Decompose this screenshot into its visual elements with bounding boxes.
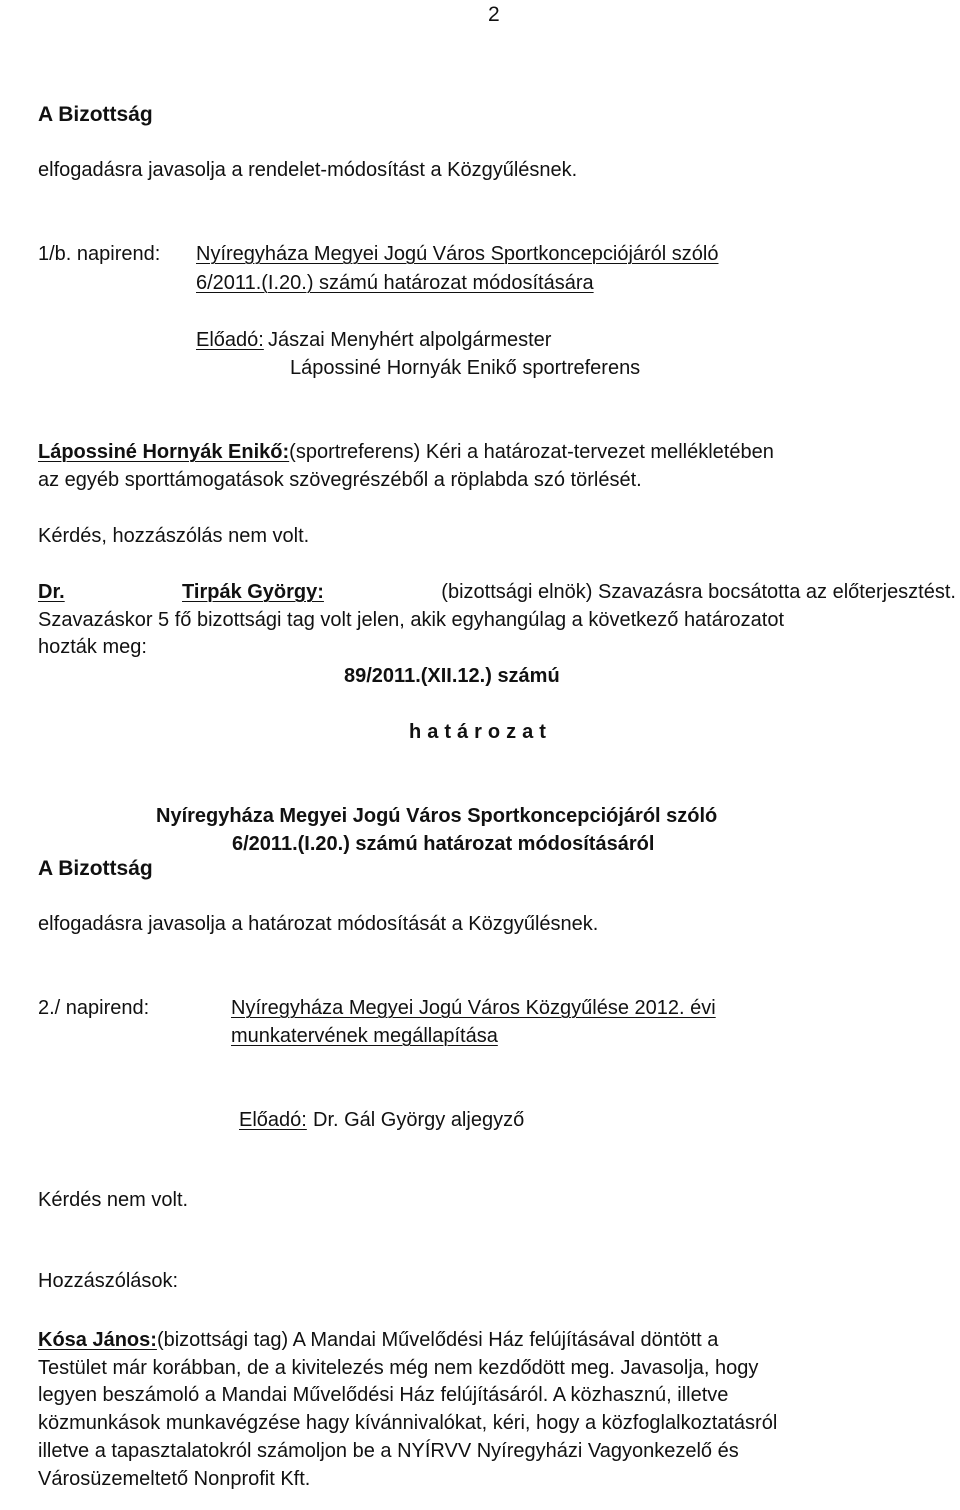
chair-name: Tirpák György: [182,581,324,603]
speaker2-line1 [38,1330,956,1350]
speaker2-name: Kósa János: [38,1329,157,1351]
chair-text1: (bizottsági elnök) Szavazásra bocsátotta az előterjesztést. [441,581,956,603]
speaker1-line2: az egyéb sporttámogatások szövegrészéből a röplabda szó törlését. [38,469,642,491]
speaker1-name: Lápossiné Hornyák Enikő: [38,441,290,463]
no-questions-1: Kérdés, hozzászólás nem volt. [38,525,310,547]
no-questions-2: Kérdés nem volt. [38,1189,189,1211]
chair-line2: Szavazáskor 5 fő bizottsági tag volt jelen, akik egyhangúlag a következő határozatot [38,609,785,631]
agenda-2-title-line1 [231,998,956,1018]
chair-prefix: Dr. [38,581,65,603]
resolution-title-line2: 6/2011.(I.20.) számú határozat módosításáról [232,833,655,855]
agenda-2-title-line2: munkatervének megállapítása [231,1025,498,1047]
agenda-1b-title-line2: 6/2011.(I.20.) számú határozat módosítására [196,272,594,294]
agenda-1b-label: 1/b. napirend: [38,243,161,265]
speaker2-line6: Városüzemeltető Nonprofit Kft. [38,1468,311,1490]
chair-line1 [38,582,956,602]
speaker1-text1: (sportreferens) Kéri a határozat-tervezet mellékletében [289,441,774,463]
speaker2-line2: Testület már korábban, de a kivitelezés még nem kezdődött meg. Javasolja, hogy [38,1357,759,1379]
resolution-number: 89/2011.(XII.12.) számú [344,665,560,687]
agenda-2-label: 2./ napirend: [38,997,150,1019]
presenter-label-2: Előadó: [239,1109,307,1131]
committee-recommendation-2: elfogadásra javasolja a határozat módosítását a Közgyűlésnek. [38,913,599,935]
agenda-1b-title-line1: Nyíregyháza Megyei Jogú Város Sportkoncepciójáról szóló [196,243,719,265]
speaker2-text1: (bizottsági tag) A Mandai Művelődési Ház felújításával döntött a [156,1329,719,1351]
page-number: 2 [488,3,500,26]
resolution-word: határozat [409,721,552,743]
speaker2-line4: közmunkások munkavégzése hagy kívánnivalókat, kéri, hogy a közfoglalkoztatásról [38,1412,778,1434]
speaker1-line1 [38,442,956,462]
speaker2-line5: illetve a tapasztalatokról számoljon be a NYÍRVV Nyíregyházi Vagyonkezelő és [38,1440,739,1462]
agenda-2-title-text1: Nyíregyháza Megyei Jogú Város Közgyűlése 2012. évi [231,997,716,1019]
presenter-2: Lápossiné Hornyák Enikő sportreferens [290,357,641,379]
committee-recommendation: elfogadásra javasolja a rendelet-módosítást a Közgyűlésnek. [38,159,578,181]
chair-line3: hozták meg: [38,636,147,658]
presenter-label: Előadó: [196,329,264,351]
comments-heading: Hozzászólások: [38,1270,179,1292]
committee-heading-2: A Bizottság [38,857,153,880]
committee-heading: A Bizottság [38,103,153,126]
resolution-title-line1: Nyíregyháza Megyei Jogú Város Sportkoncepciójáról szóló [156,805,718,827]
presenter-1: Jászai Menyhért alpolgármester [268,329,552,351]
speaker2-line3: legyen beszámoló a Mandai Művelődési Ház felújításáról. A közhasznú, illetve [38,1384,729,1406]
presenter-2-name: Dr. Gál György aljegyző [313,1109,525,1131]
